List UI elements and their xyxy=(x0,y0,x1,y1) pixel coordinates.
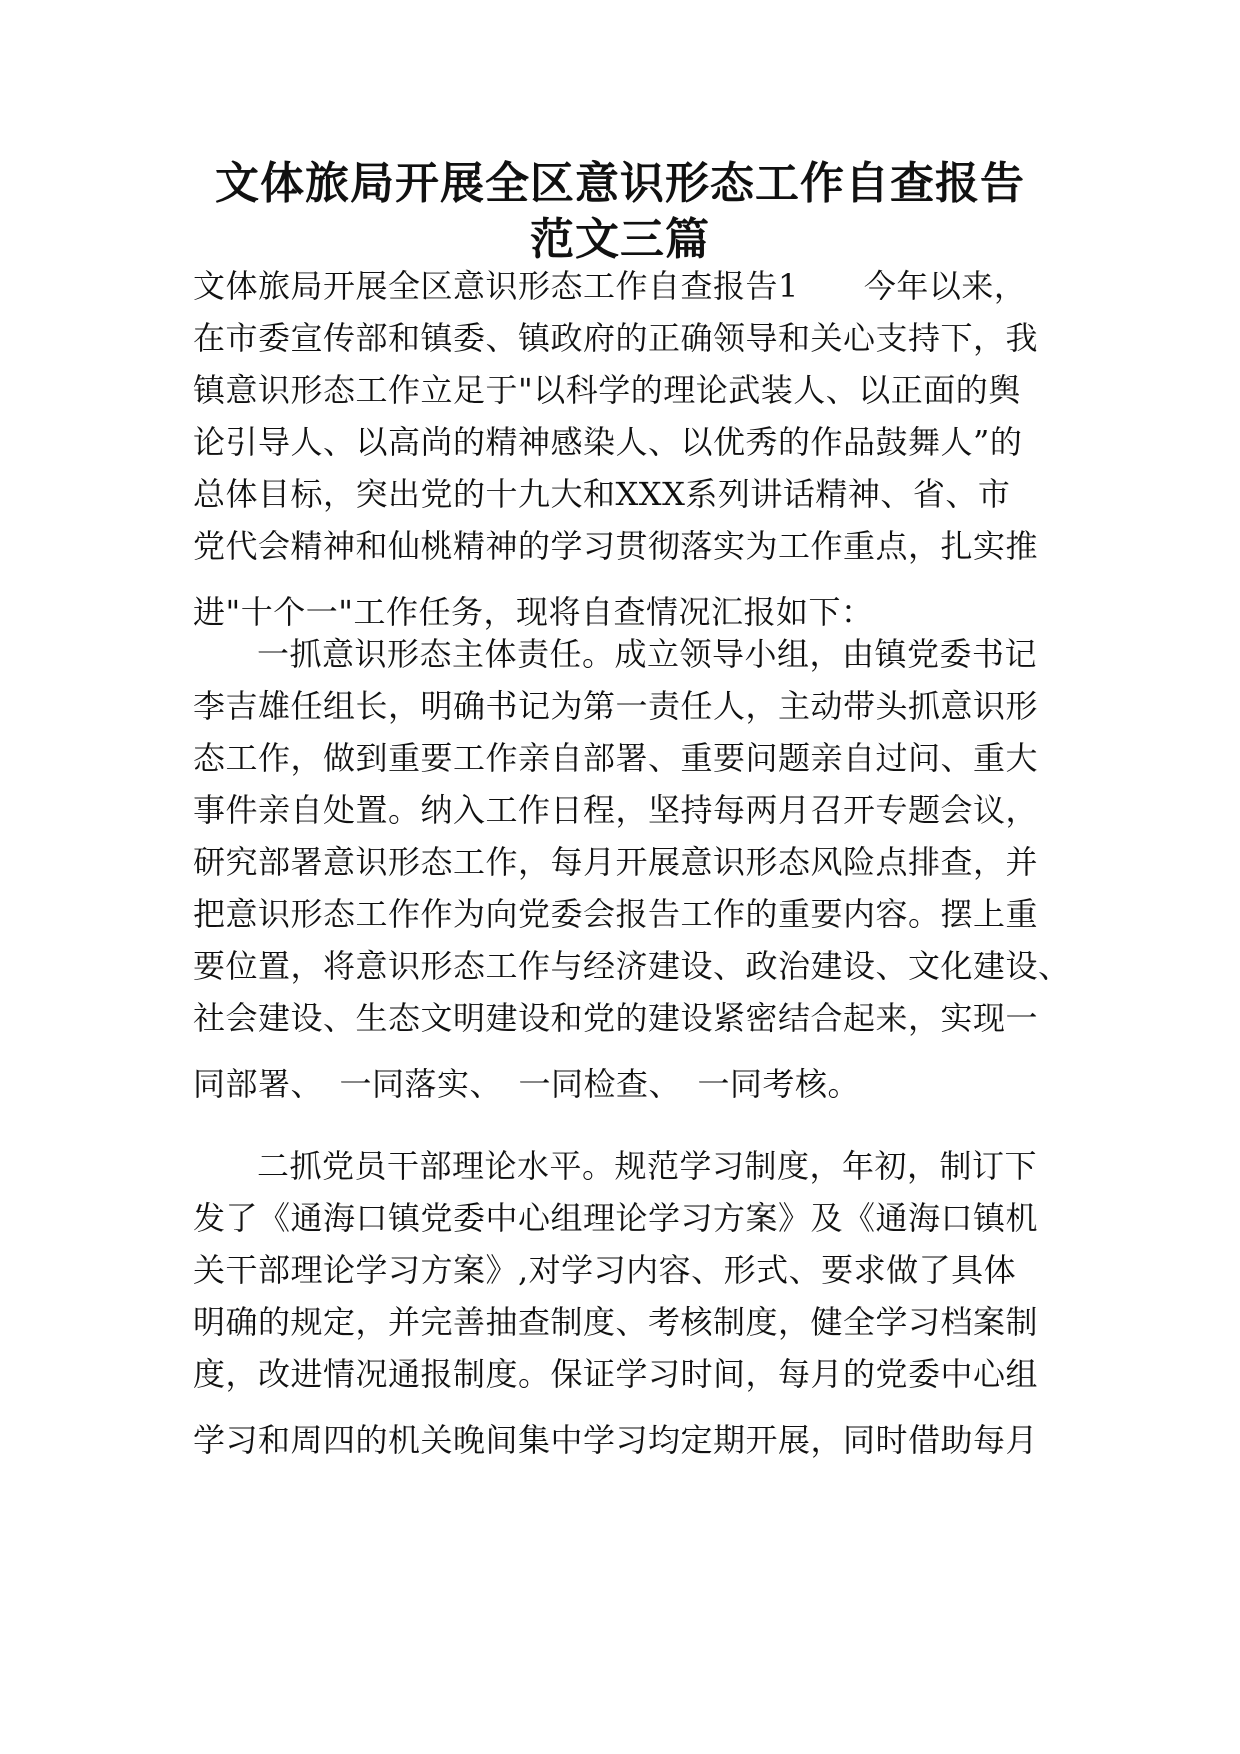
text-line: 度，改进情况通报制度。保证学习时间，每月的党委中心组 xyxy=(193,1355,1039,1393)
title-line: 文体旅局开展全区意识形态工作自查报告 xyxy=(215,158,1025,209)
text-line: 要位置，将意识形态工作与经济建设、政治建设、文化建设、 xyxy=(193,947,1071,985)
text-line: 文体旅局开展全区意识形态工作自查报告1 今年以来， xyxy=(193,267,1027,305)
document-title xyxy=(140,156,1100,268)
paragraph-responsibility xyxy=(193,628,1071,1110)
text-line: 学习和周四的机关晚间集中学习均定期开展，同时借助每月 xyxy=(193,1421,1039,1459)
text-line: 事件亲自处置。纳入工作日程，坚持每两月召开专题会议， xyxy=(193,791,1039,829)
text-line: 同部署、 一同落实、 一同检查、 一同考核。 xyxy=(193,1065,861,1103)
text-line: 社会建设、生态文明建设和党的建设紧密结合起来，实现一 xyxy=(193,999,1039,1037)
text-line: 明确的规定，并完善抽查制度、考核制度，健全学习档案制 xyxy=(193,1303,1039,1341)
text-line: 态工作，做到重要工作亲自部署、重要问题亲自过问、重大 xyxy=(193,739,1039,777)
text-line: 总体目标，突出党的十九大和XXX系列讲话精神、省、市 xyxy=(193,475,1011,513)
text-line: 党代会精神和仙桃精神的学习贯彻落实为工作重点，扎实推 xyxy=(193,527,1039,565)
text-line: 李吉雄任组长，明确书记为第一责任人，主动带头抓意识形 xyxy=(193,687,1039,725)
intro-paragraph xyxy=(193,260,1053,638)
paragraph-theory-level xyxy=(193,1140,1053,1466)
text-line: 关干部理论学习方案》,对学习内容、形式、要求做了具体 xyxy=(193,1251,1017,1289)
text-line: 镇意识形态工作立足于"以科学的理论武装人、以正面的舆 xyxy=(193,371,1021,409)
text-line: 研究部署意识形态工作，每月开展意识形态风险点排查，并 xyxy=(193,843,1039,881)
text-line: 在市委宣传部和镇委、镇政府的正确领导和关心支持下，我 xyxy=(193,319,1039,357)
text-line: 一抓意识形态主体责任。成立领导小组，由镇党委书记 xyxy=(257,635,1038,673)
text-line: 发了《通海口镇党委中心组理论学习方案》及《通海口镇机 xyxy=(193,1199,1039,1237)
title-line: 范文三篇 xyxy=(530,214,710,265)
text-line: 论引导人、以高尚的精神感染人、以优秀的作品鼓舞人”的 xyxy=(193,423,1023,461)
text-line: 把意识形态工作作为向党委会报告工作的重要内容。摆上重 xyxy=(193,895,1039,933)
text-line: 进"十个一"工作任务，现将自查情况汇报如下： xyxy=(193,593,874,631)
text-line: 二抓党员干部理论水平。规范学习制度，年初，制订下 xyxy=(257,1147,1038,1185)
